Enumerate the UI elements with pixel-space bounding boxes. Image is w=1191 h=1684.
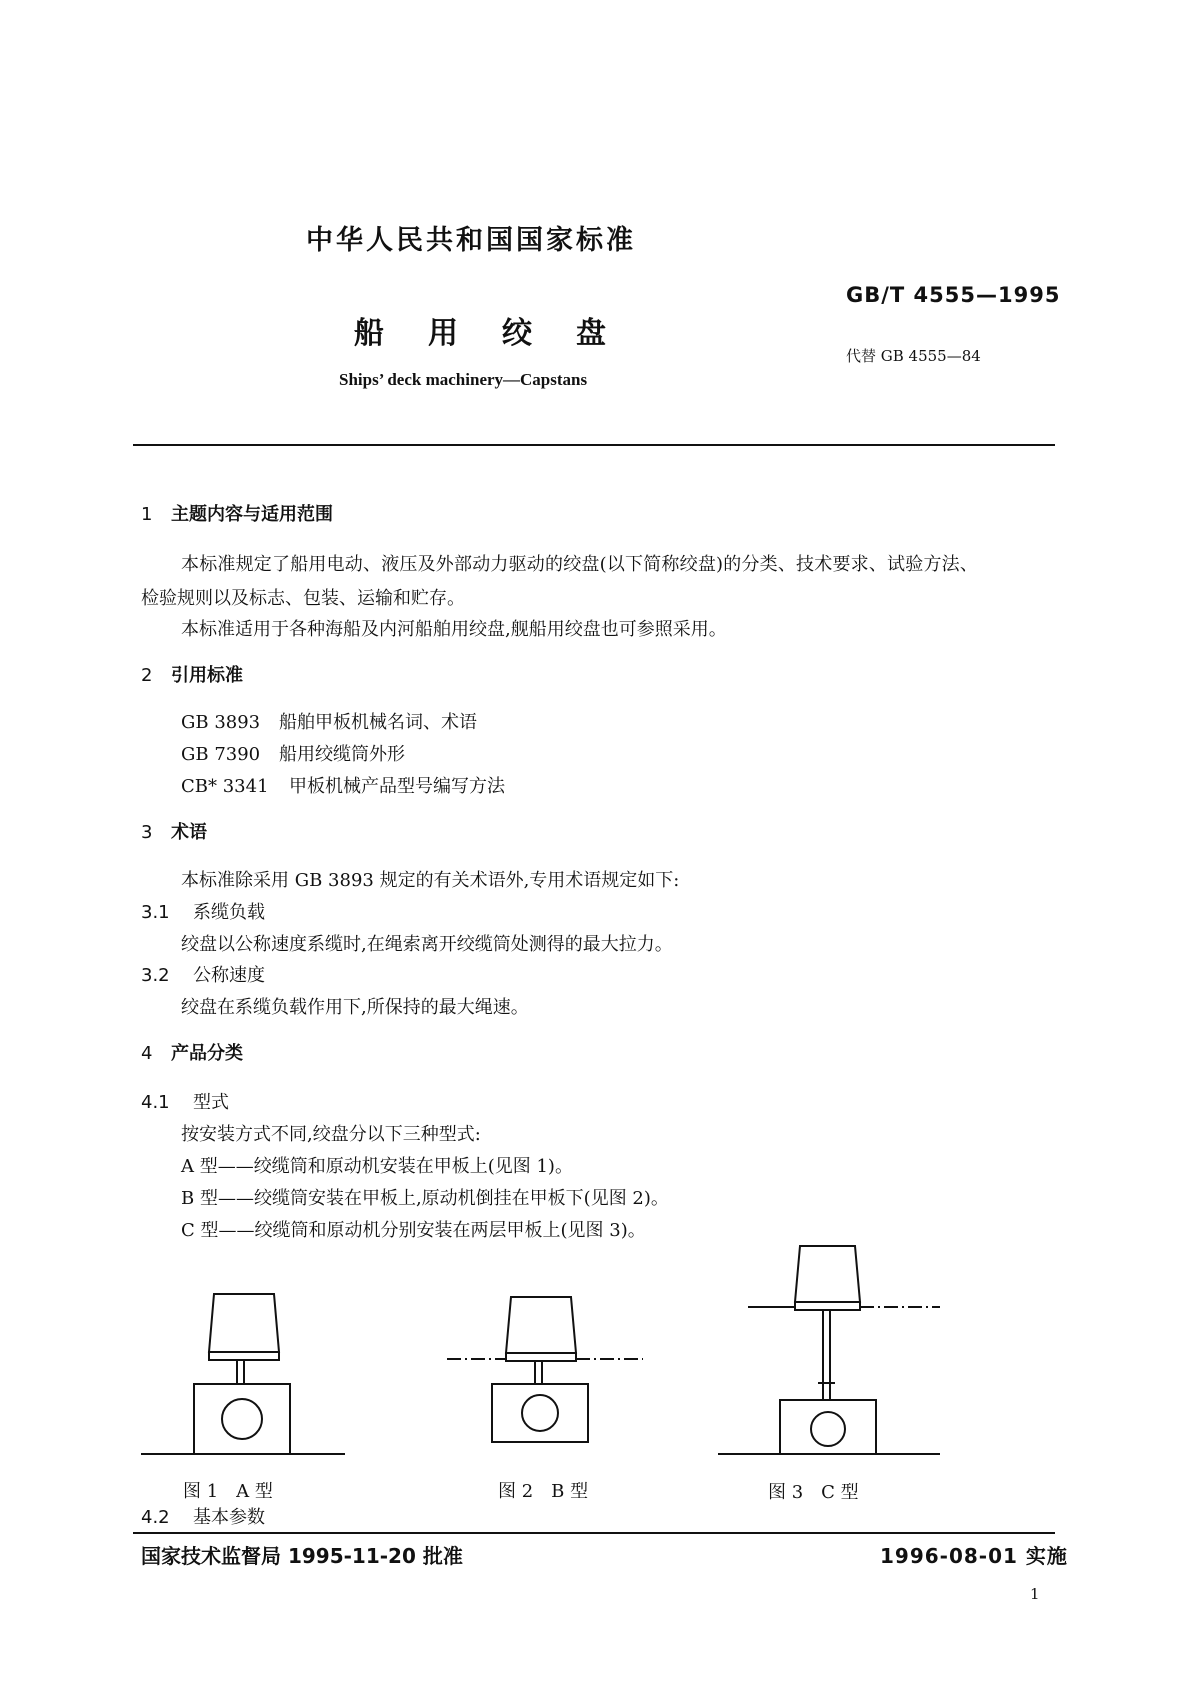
type-a-line: A 型——绞缆筒和原动机安装在甲板上(见图 1)。 <box>181 1156 573 1177</box>
page-number: 1 <box>1030 1585 1040 1603</box>
section-title: 产品分类 <box>171 1043 243 1064</box>
approval-line: 国家技术监督局 1995-11-20 批准 <box>141 1544 463 1568</box>
title-char-4: 盘 <box>576 316 608 351</box>
reference-code: CB* 3341 <box>181 776 269 797</box>
section-title: 术语 <box>171 822 207 843</box>
section-number: 2 <box>141 665 153 686</box>
figure-2-drawing <box>447 1297 643 1442</box>
replaces-note: 代替 GB 4555—84 <box>846 347 981 365</box>
figure-3-caption: 图 3 C 型 <box>768 1482 859 1503</box>
term-definition: 绞盘在系缆负载作用下,所保持的最大绳速。 <box>181 997 529 1018</box>
section-title: 引用标准 <box>171 665 243 686</box>
figure-2-caption: 图 2 B 型 <box>498 1481 589 1502</box>
subsection-title: 型式 <box>193 1092 229 1113</box>
section-number: 4 <box>141 1043 153 1064</box>
subsection-heading <box>141 1503 265 1529</box>
paragraph: 按安装方式不同,绞盘分以下三种型式: <box>181 1124 481 1145</box>
section-number: 3 <box>141 822 153 843</box>
reference-code: GB 3893 <box>181 712 261 733</box>
paragraph: 本标准规定了船用电动、液压及外部动力驱动的绞盘(以下简称绞盘)的分类、技术要求、试验方法、 <box>181 554 979 575</box>
footer-rule <box>133 1532 1055 1534</box>
english-title: Ships’ deck machinery—Capstans <box>339 370 588 389</box>
title-char-3: 绞 <box>502 316 534 351</box>
section-number: 1 <box>141 504 153 525</box>
paragraph: 本标准除采用 GB 3893 规定的有关术语外,专用术语规定如下: <box>181 870 680 891</box>
reference-title: 船用绞缆筒外形 <box>279 744 405 765</box>
term-definition: 绞盘以公称速度系缆时,在绳索离开绞缆筒处测得的最大拉力。 <box>181 934 673 955</box>
section-title: 主题内容与适用范围 <box>171 504 333 525</box>
effective-date-line: 1996-08-01 实施 <box>880 1544 1068 1568</box>
standard-title: 中华人民共和国国家标准 <box>306 225 636 256</box>
standard-number: GB/T 4555—1995 <box>846 283 1061 307</box>
paragraph: 检验规则以及标志、包装、运输和贮存。 <box>141 588 465 609</box>
reference-title: 甲板机械产品型号编写方法 <box>289 776 505 797</box>
title-char-1: 船 <box>354 316 386 351</box>
paragraph: 本标准适用于各种海船及内河船舶用绞盘,舰船用绞盘也可参照采用。 <box>181 619 727 640</box>
type-c-line: C 型——绞缆筒和原动机分别安装在两层甲板上(见图 3)。 <box>181 1220 646 1241</box>
term-title: 系缆负载 <box>193 902 265 923</box>
term-number: 3.2 <box>141 965 170 986</box>
figure-1-caption: 图 1 A 型 <box>183 1481 273 1502</box>
subsection-number: 4.2 <box>141 1507 170 1528</box>
title-char-2: 用 <box>428 316 460 351</box>
reference-title: 船舶甲板机械名词、术语 <box>279 712 477 733</box>
term-title: 公称速度 <box>193 965 265 986</box>
reference-code: GB 7390 <box>181 744 261 765</box>
figure-3-drawing <box>718 1246 940 1454</box>
figure-1-drawing <box>141 1294 345 1454</box>
subsection-title: 基本参数 <box>193 1507 265 1528</box>
type-b-line: B 型——绞缆筒安装在甲板上,原动机倒挂在甲板下(见图 2)。 <box>181 1188 669 1209</box>
subsection-number: 4.1 <box>141 1092 170 1113</box>
term-number: 3.1 <box>141 902 170 923</box>
